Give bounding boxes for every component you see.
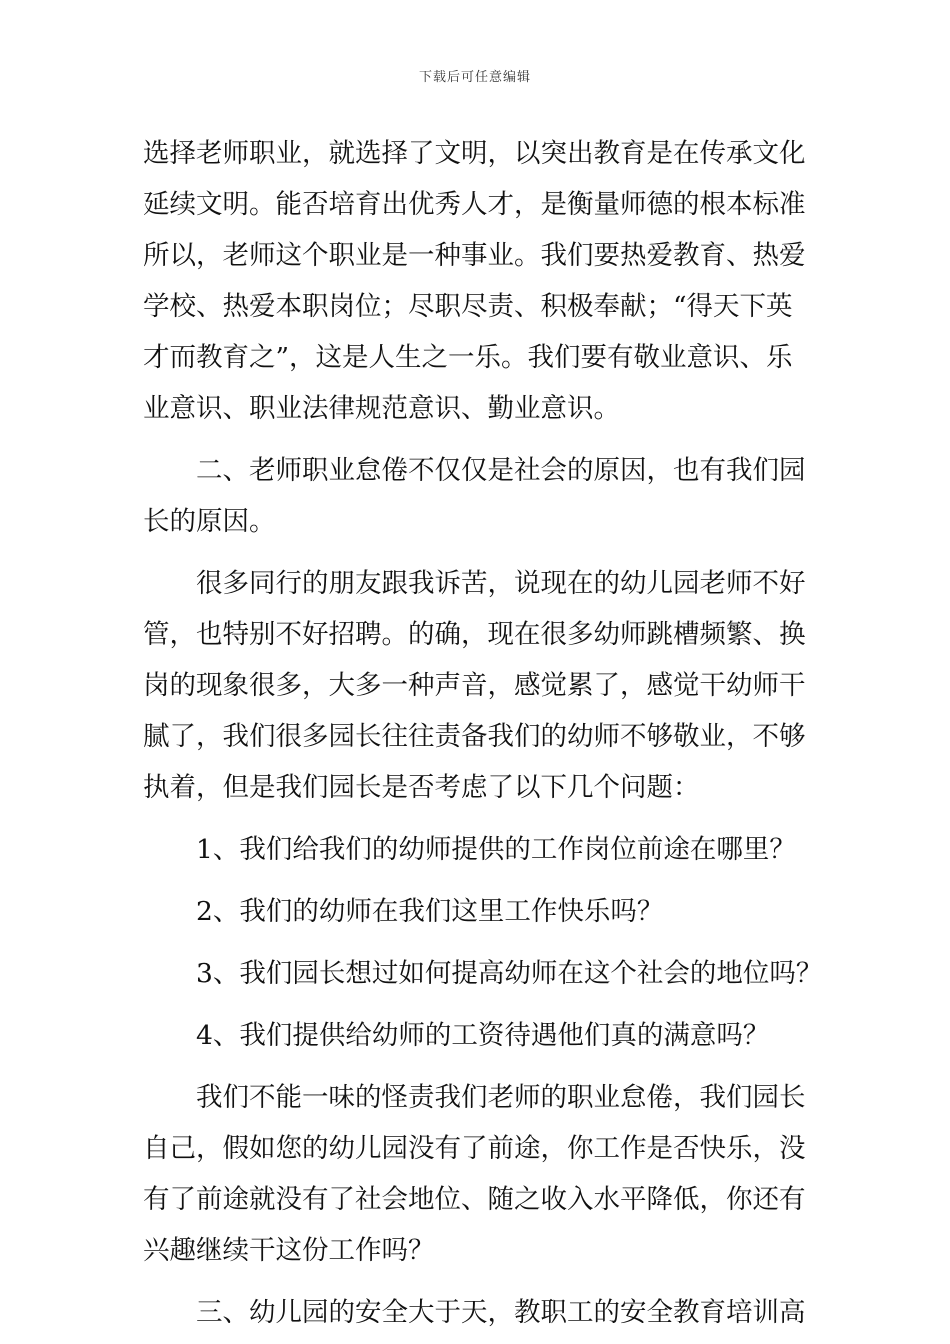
text-line: 才而教育之”，这是人生之一乐。我们要有敬业意识、乐 bbox=[143, 342, 793, 373]
text-line: 学校、热爱本职岗位；尽职尽责、积极奉献；“得天下英 bbox=[143, 291, 793, 322]
text-line: 执着，但是我们园长是否考虑了以下几个问题： bbox=[143, 772, 700, 803]
page-header: 下载后可任意编辑 bbox=[418, 70, 531, 85]
text-line: 管，也特别不好招聘。的确，现在很多幼师跳槽频繁、换 bbox=[143, 619, 806, 650]
text-line: 有了前途就没有了社会地位、随之收入水平降低，你还有 bbox=[143, 1184, 806, 1215]
text-line: 岗的现象很多，大多一种声音，感觉累了，感觉干幼师干 bbox=[143, 670, 806, 701]
text-line: 腻了，我们很多园长往往责备我们的幼师不够敬业，不够 bbox=[143, 721, 806, 752]
list-item: 3、我们园长想过如何提高幼师在这个社会的地位吗？ bbox=[196, 958, 823, 989]
section-heading: 三、幼儿园的安全大于天，教职工的安全教育培训高 bbox=[196, 1297, 806, 1328]
text-line: 长的原因。 bbox=[143, 506, 276, 537]
text-line: 自己，假如您的幼儿园没有了前途，你工作是否快乐，没 bbox=[143, 1133, 806, 1164]
list-item: 1、我们给我们的幼师提供的工作岗位前途在哪里？ bbox=[196, 834, 796, 865]
list-item: 2、我们的幼师在我们这里工作快乐吗？ bbox=[196, 896, 664, 927]
text-line: 所以，老师这个职业是一种事业。我们要热爱教育、热爱 bbox=[143, 240, 806, 271]
text-line: 兴趣继续干这份工作吗？ bbox=[143, 1235, 435, 1266]
text-line: 业意识、职业法律规范意识、勤业意识。 bbox=[143, 393, 620, 424]
section-heading: 二、老师职业怠倦不仅仅是社会的原因，也有我们园 bbox=[196, 455, 806, 486]
text-line: 延续文明。能否培育出优秀人才，是衡量师德的根本标准 bbox=[143, 189, 806, 220]
text-line: 选择老师职业，就选择了文明，以突出教育是在传承文化 bbox=[143, 138, 806, 169]
text-line: 我们不能一味的怪责我们老师的职业怠倦，我们园长 bbox=[196, 1082, 806, 1113]
text-line: 很多同行的朋友跟我诉苦，说现在的幼儿园老师不好 bbox=[196, 568, 806, 599]
document-body bbox=[143, 128, 823, 1338]
list-item: 4、我们提供给幼师的工资待遇他们真的满意吗？ bbox=[196, 1020, 770, 1051]
